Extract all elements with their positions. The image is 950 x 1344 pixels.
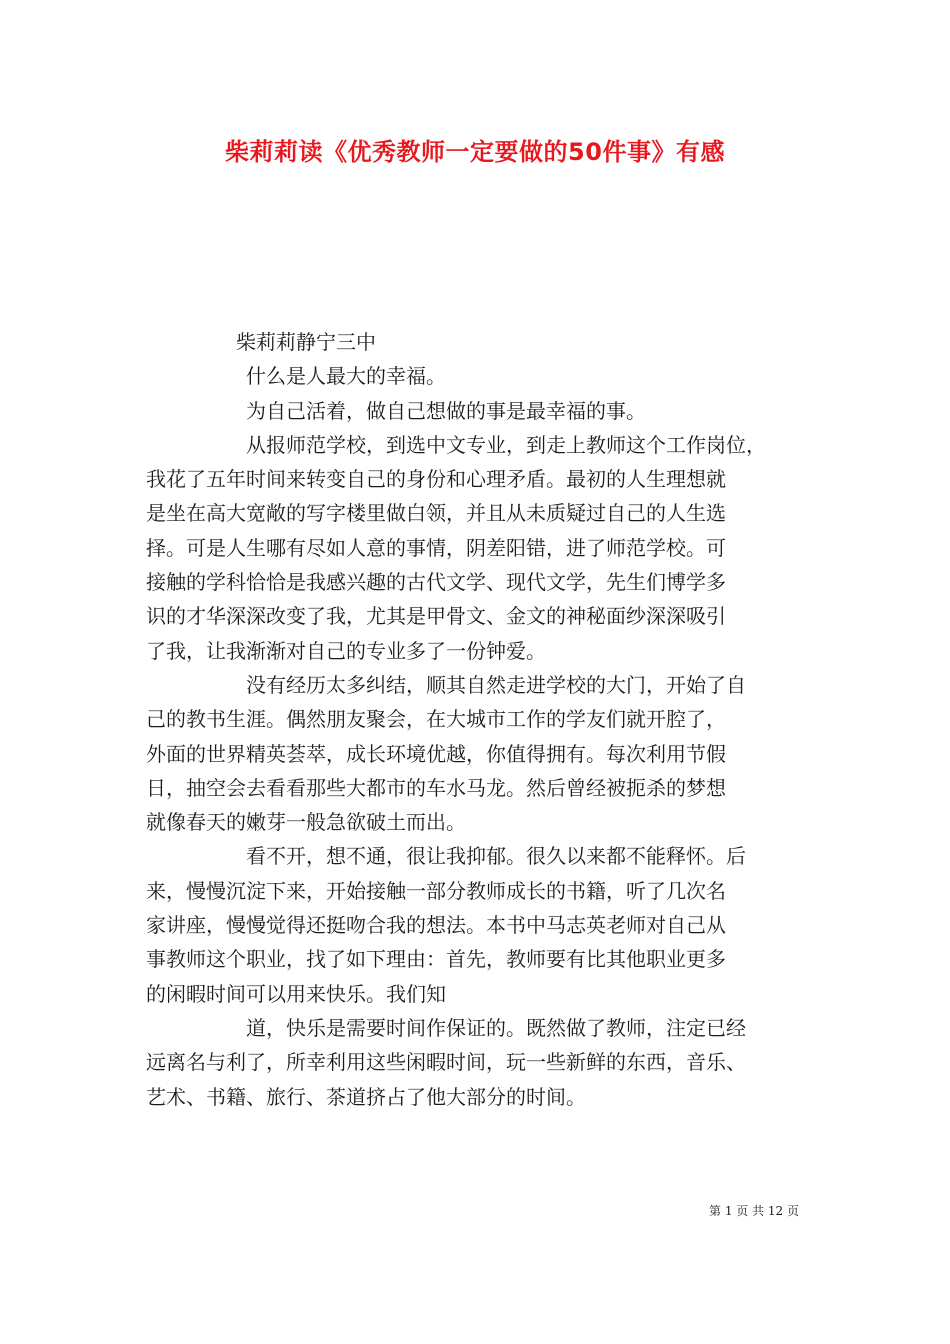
paragraph-line: 远离名与利了，所幸利用这些闲暇时间，玩一些新鲜的东西，音乐、 xyxy=(146,1050,746,1075)
paragraph-line: 没有经历太多纠结，顺其自然走进学校的大门，开始了自 xyxy=(246,672,746,697)
paragraph-line: 的闲暇时间可以用来快乐。我们知 xyxy=(146,981,446,1006)
paragraph-line: 从报师范学校，到选中文专业，到走上教师这个工作岗位， xyxy=(246,432,766,457)
paragraph-line: 择。可是人生哪有尽如人意的事情，阴差阳错，进了师范学校。可 xyxy=(146,535,726,560)
paragraph-line: 什么是人最大的幸福。 xyxy=(246,364,446,389)
paragraph-line: 事教师这个职业，找了如下理由：首先，教师要有比其他职业更多 xyxy=(146,947,726,972)
paragraph-line: 道，快乐是需要时间作保证的。既然做了教师，注定已经 xyxy=(246,1015,746,1040)
paragraph-line: 看不开，想不通，很让我抑郁。很久以来都不能释怀。后 xyxy=(246,844,746,869)
paragraph-line: 己的教书生涯。偶然朋友聚会，在大城市工作的学友们就开腔了， xyxy=(146,707,726,732)
paragraph-line: 识的才华深深改变了我，尤其是甲骨文、金文的神秘面纱深深吸引 xyxy=(146,604,726,629)
paragraph-line: 为自己活着，做自己想做的事是最幸福的事。 xyxy=(246,398,646,423)
paragraph-line: 外面的世界精英荟萃，成长环境优越，你值得拥有。每次利用节假 xyxy=(146,741,726,766)
paragraph-line: 来，慢慢沉淀下来，开始接触一部分教师成长的书籍，听了几次名 xyxy=(146,878,726,903)
paragraph-line: 家讲座，慢慢觉得还挺吻合我的想法。本书中马志英老师对自己从 xyxy=(146,913,726,938)
document-body xyxy=(146,325,826,1114)
paragraph-line: 了我，让我渐渐对自己的专业多了一份钟爱。 xyxy=(146,638,546,663)
paragraph-line: 就像春天的嫩芽一般急欲破土而出。 xyxy=(146,810,466,835)
paragraph-line: 是坐在高大宽敞的写字楼里做白领，并且从未质疑过自己的人生选 xyxy=(146,501,726,526)
paragraph-line: 我花了五年时间来转变自己的身份和心理矛盾。最初的人生理想就 xyxy=(146,467,726,492)
paragraph-line: 日，抽空会去看看那些大都市的车水马龙。然后曾经被扼杀的梦想 xyxy=(146,775,726,800)
author-line: 柴莉莉静宁三中 xyxy=(236,330,376,354)
paragraph-line: 接触的学科恰恰是我感兴趣的古代文学、现代文学，先生们博学多 xyxy=(146,570,726,595)
page-number: 第 1 页 共 12 页 xyxy=(709,1204,799,1218)
document-title: 柴莉莉读《优秀教师一定要做的50件事》有感 xyxy=(225,138,725,166)
paragraph-line: 艺术、书籍、旅行、茶道挤占了他大部分的时间。 xyxy=(146,1084,586,1109)
